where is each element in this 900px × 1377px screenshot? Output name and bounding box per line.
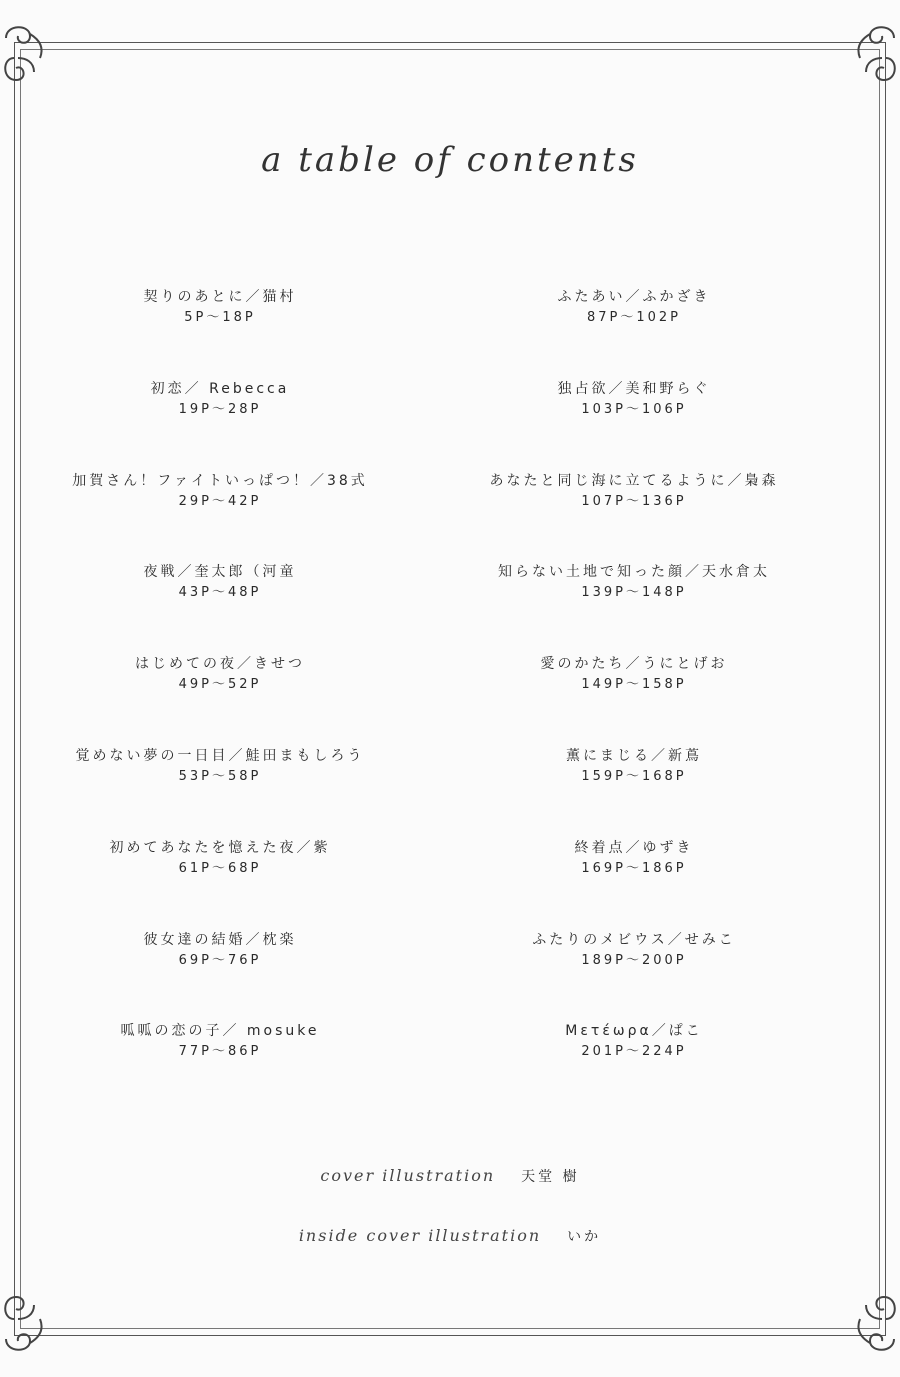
entry-pages: 159P～168P	[581, 768, 687, 784]
toc-entry	[20, 653, 420, 745]
toc-entry	[20, 286, 420, 378]
corner-ornament-icon	[820, 18, 900, 98]
cover-credit-name: 天堂 樹	[521, 1169, 580, 1185]
inside-cover-credit-name: いか	[567, 1229, 602, 1245]
entry-title: 終着点／ゆずき	[574, 839, 694, 856]
toc-entry	[434, 470, 834, 562]
entry-title: 覚めない夢の一日目／鮭田まもしろう	[75, 747, 365, 764]
toc-entry	[434, 837, 834, 929]
toc-entry	[20, 561, 420, 653]
cover-credit-label: cover illustration	[320, 1166, 496, 1185]
toc-entry	[20, 745, 420, 837]
entry-pages: 77P～86P	[178, 1044, 262, 1060]
toc-entry	[20, 470, 420, 562]
toc-entry	[20, 378, 420, 470]
entry-title: あなたと同じ海に立てるように／梟森	[489, 472, 779, 489]
toc-entry	[434, 286, 834, 378]
toc-entry	[20, 837, 420, 929]
toc-entry	[434, 378, 834, 470]
toc-entry	[434, 929, 834, 1021]
entry-pages: 189P～200P	[581, 952, 687, 968]
inside-cover-credit-label: inside cover illustration	[298, 1226, 542, 1245]
entry-pages: 107P～136P	[581, 493, 687, 509]
entry-title: 愛のかたち／うにとげお	[540, 656, 728, 673]
inside-cover-credit	[0, 1226, 900, 1246]
entry-title: 独占欲／美和野らぐ	[557, 380, 711, 397]
entry-pages: 103P～106P	[581, 401, 687, 417]
entry-pages: 29P～42P	[178, 493, 262, 509]
toc-entry	[434, 745, 834, 837]
entry-pages: 139P～148P	[581, 585, 687, 601]
entry-title: 契りのあとに／猫村	[143, 289, 297, 305]
corner-ornament-icon	[820, 1279, 900, 1359]
toc-entry	[434, 561, 834, 653]
entry-title: ふたあい／ふかざき	[557, 289, 711, 305]
entry-pages: 19P～28P	[178, 401, 262, 417]
entry-title: 夜戦／奎太郎（河童	[143, 564, 297, 581]
entry-title: 加賀さん！ファイトいっぱつ！／38式	[72, 472, 368, 489]
entry-pages: 149P～158P	[581, 677, 687, 693]
entry-title: 知らない土地で知った顔／天水倉太	[498, 564, 770, 581]
toc-entry	[20, 1020, 420, 1112]
entry-pages: 69P～76P	[178, 952, 262, 968]
toc-entry	[434, 1020, 834, 1112]
entry-title: 呱呱の恋の子／ mosuke	[120, 1023, 320, 1040]
entry-title: Μετέωρα／ぱこ	[565, 1023, 703, 1040]
toc-column-left	[20, 286, 420, 1112]
page-title: a table of contents	[261, 140, 639, 180]
entry-title: 初めてあなたを憶えた夜／紫	[109, 839, 331, 856]
toc-entry	[20, 929, 420, 1021]
entry-pages: 49P～52P	[178, 677, 262, 693]
entry-pages: 201P～224P	[581, 1044, 687, 1060]
corner-ornament-icon	[0, 1279, 80, 1359]
cover-credit	[0, 1166, 900, 1186]
entry-pages: 87P～102P	[586, 310, 682, 325]
entry-title: 薫にまじる／新蔦	[566, 747, 702, 764]
entry-title: 初恋／ Rebecca	[150, 380, 290, 397]
entry-pages: 5P～18P	[184, 310, 256, 325]
entry-title: ふたりのメビウス／せみこ	[532, 931, 736, 948]
toc-entry	[434, 653, 834, 745]
entry-title: はじめての夜／きせつ	[135, 656, 305, 673]
entry-pages: 43P～48P	[178, 585, 262, 601]
corner-ornament-icon	[0, 18, 80, 98]
entry-title: 彼女達の結婚／枕楽	[143, 931, 297, 948]
entry-pages: 61P～68P	[178, 860, 262, 876]
toc-column-right	[434, 286, 834, 1112]
entry-pages: 53P～58P	[178, 768, 262, 784]
entry-pages: 169P～186P	[581, 860, 687, 876]
